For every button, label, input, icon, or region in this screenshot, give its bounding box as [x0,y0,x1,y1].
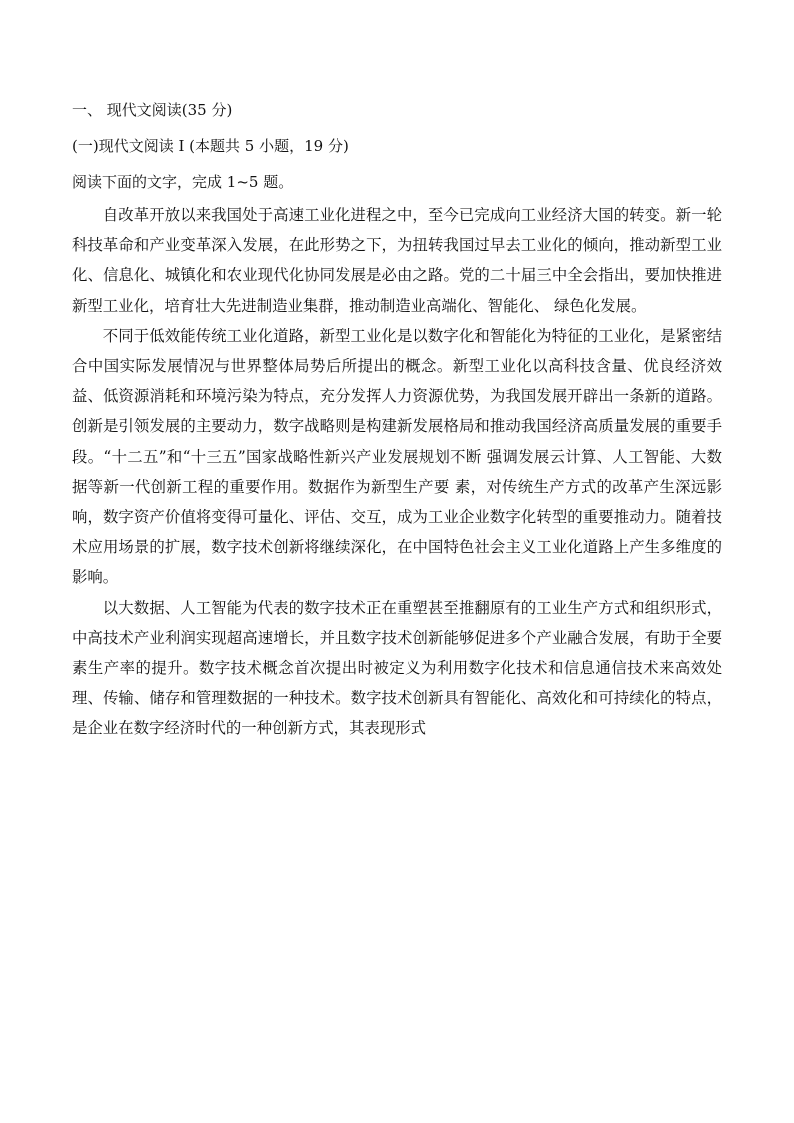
reading-instruction: 阅读下面的文字，完成 1~5 题。 [72,173,294,191]
paragraph-3: 以大数据、人工智能为代表的数字技术正在重塑甚至推翻原有的工业生产方式和组织形式，中高技术产业利润实现超高速增长，并且数字技术创新能够促进多个产业融合发展，有助于全要素生产率的提升。数字技术概念首次提出时被定义为利用数字化技术和信息通信技术来高效处理、传输、储存和管理数据的一种技术。数字技术创新具有智能化、高效化和可持续化的特点，是企业在数字经济时代的一种创新方式，其表现形式 [72,598,722,738]
paragraph-2: 不同于低效能传统工业化道路，新型工业化是以数字化和智能化为特征的工业化，是紧密结合中国实际发展情况与世界整体局势后所提出的概念。新型工业化以高科技含量、优良经济效益、低资源消耗和环境污染为特点，充分发挥人力资源优势，为我国发展开辟出一条新的道路。创新是引领发展的主要动力，数字战略则是构建新发展格局和推动我国经济高质量发展的重要手段。“十二五”和“十三五”国家战略性新兴产业发展规划不断 强调发展云计算、人工智能、大数据等新一代创新工程的重要作用。数据作为新型生产要 素，对传统生产方式的改革产生深远影响，数字资产价值将变得可量化、评估、交互，成为工业企业数字化转型的重要推动力。随着技术应用场景的扩展，数字技术创新将继续深化，在中国特色社会主义工业化道路上产生多维度的影响。 [72,326,722,587]
section-title: 一、 现代文阅读(35 分) [72,101,233,119]
section-subtitle: (一)现代文阅读 I (本题共 5 小题，19 分) [72,137,349,155]
document-body [72,100,722,744]
paragraph-1: 自改革开放以来我国处于高速工业化进程之中，至今已完成向工业经济大国的转变。新一轮科技革命和产业变革深入发展，在此形势之下，为扭转我国过早去工业化的倾向，推动新型工业化、信息化、城镇化和农业现代化协同发展是必由之路。党的二十届三中全会指出，要加快推进新型工业化，培育壮大先进制造业集群，推动制造业高端化、智能化、 绿色化发展。 [72,206,722,315]
